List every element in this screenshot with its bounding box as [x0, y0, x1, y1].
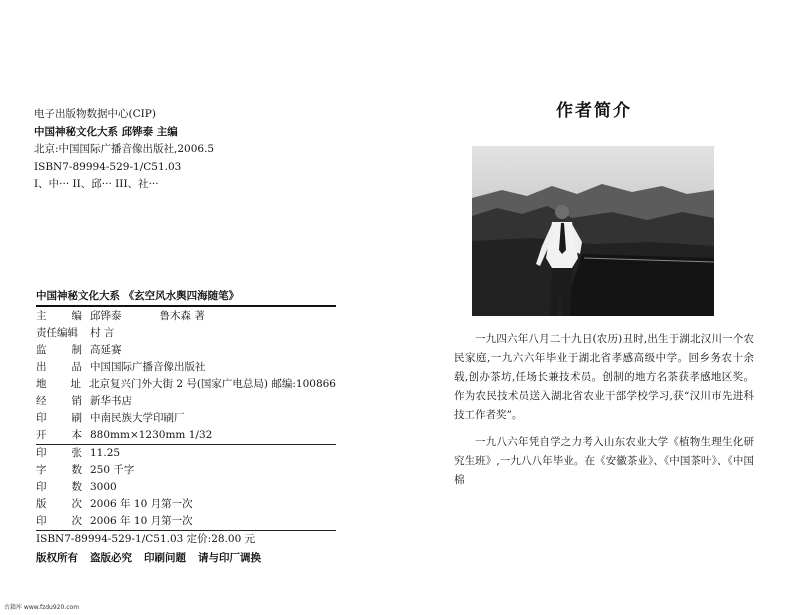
info-label: [36, 479, 90, 496]
info-value: [90, 325, 336, 342]
bio-paragraph: 一九四六年八月二十九日(农历)丑时,出生于湖北汉川一个农民家庭,一九六六年毕业于湖北省孝感高级中学。回乡务农十余载,创办茶坊,任场长兼技术员。创制的地方名茶获孝感地区奖。作为农民技术员送入湖北省农业干部学校学习,获“汉川市先进科技工作者奖”。: [454, 333, 754, 421]
info-label: [36, 308, 90, 325]
info-label-char: 经: [36, 395, 47, 407]
info-row: [36, 359, 336, 376]
right-page: [396, 0, 793, 615]
info-label: [36, 410, 90, 427]
info-label: [36, 496, 90, 513]
info-label-char: 字: [36, 464, 47, 476]
info-label-char: 品: [71, 361, 82, 373]
rights-item: 盗版必究: [90, 552, 132, 564]
rights-notice: [36, 548, 336, 568]
info-extra-text: 鲁木森 著: [159, 310, 205, 322]
info-label-char: 地: [36, 378, 47, 390]
copyright-info-block: [36, 288, 336, 568]
info-row: [36, 308, 336, 325]
info-label-char: 数: [71, 481, 82, 493]
info-value-text: 高延赛: [90, 344, 122, 356]
info-label-char: 数: [71, 464, 82, 476]
page-title: 作者简介: [556, 101, 632, 121]
info-label-char: 监: [36, 344, 47, 356]
info-label-char: 印: [36, 481, 47, 493]
info-value-text: 北京复兴门外大街 2 号(国家广电总局) 邮编:100866: [88, 378, 336, 390]
info-label-char: 印: [36, 447, 47, 459]
info-value: [90, 359, 336, 376]
info-value: [90, 496, 336, 513]
author-bio: [454, 330, 754, 498]
cip-series-line: 中国神秘文化大系 邱铧泰 主编: [34, 125, 178, 138]
info-label-char: 张: [71, 447, 82, 459]
info-row: [36, 325, 336, 342]
info-label: [36, 393, 90, 410]
info-label-char: 次: [71, 498, 82, 510]
info-value-text: 11.25: [90, 447, 121, 459]
info-value: [90, 479, 336, 496]
info-label-char: 印: [36, 412, 47, 424]
book-title: 中国神秘文化大系 《玄空风水舆四海随笔》: [36, 290, 240, 302]
cip-line: I、中··· II、邱··· III、社···: [34, 178, 159, 190]
info-label: [36, 342, 90, 359]
info-row: [36, 445, 336, 462]
info-label-char: 编: [71, 310, 82, 322]
info-value: [90, 342, 336, 359]
isbn-price: ISBN7-89994-529-1/C51.03 定价:28.00 元: [36, 533, 256, 545]
info-row: [36, 513, 336, 530]
info-label: [36, 427, 90, 444]
info-value: [90, 462, 336, 479]
info-row: [36, 427, 336, 444]
info-value-text: 村 言: [90, 327, 115, 339]
left-page: [0, 0, 396, 615]
info-row: [36, 462, 336, 479]
rights-item: 印刷问题: [144, 552, 186, 564]
cip-block: [34, 106, 214, 194]
cip-line: 北京:中国国际广播音像出版社,2006.5: [34, 143, 215, 155]
info-label: [36, 359, 90, 376]
info-value-text: 250 千字: [90, 464, 135, 476]
info-rows: [36, 308, 336, 530]
info-value-text: 邱铧泰: [90, 310, 122, 322]
info-label: [36, 445, 90, 462]
info-value: [90, 427, 336, 444]
info-value-text: 中南民族大学印刷厂: [90, 412, 185, 424]
rights-item: 版权所有: [36, 552, 78, 564]
info-label-char: 刷: [71, 412, 82, 424]
info-value: [90, 410, 336, 427]
info-value-text: 2006 年 10 月第一次: [90, 515, 193, 527]
info-label-char: 址: [70, 378, 81, 390]
rights-item: 请与印厂调换: [198, 552, 261, 564]
info-label-char: 主: [36, 310, 47, 322]
info-label: [36, 513, 90, 530]
info-label-char: 开: [36, 429, 47, 441]
divider: [36, 305, 336, 307]
info-label-char: 次: [71, 515, 82, 527]
info-value-text: 880mm×1230mm 1/32: [90, 429, 213, 441]
cip-line: ISBN7-89994-529-1/C51.03: [34, 160, 182, 173]
info-label-char: 印: [36, 515, 47, 527]
author-photo: [472, 146, 714, 316]
info-label: [36, 325, 90, 342]
bio-paragraph: 一九八六年凭自学之力考入山东农业大学《植物生理生化研究生班》,一九八八年毕业。在《安徽茶业》、《中国茶叶》、《中国棉: [454, 436, 754, 486]
info-label-char: 制: [71, 344, 82, 356]
info-label-char: 销: [71, 395, 82, 407]
info-value: [90, 513, 336, 530]
info-label-char: 责任编辑: [36, 327, 78, 339]
info-label: [36, 376, 89, 393]
info-value-text: 2006 年 10 月第一次: [90, 498, 193, 510]
info-value: [90, 393, 336, 410]
info-label-char: 本: [71, 429, 82, 441]
info-value: [90, 445, 336, 462]
info-label: [36, 462, 90, 479]
info-row: [36, 496, 336, 513]
info-row: [36, 410, 336, 427]
info-value: [90, 308, 336, 325]
cip-line: 电子出版物数据中心(CIP): [34, 108, 156, 120]
info-value-text: 中国国际广播音像出版社: [90, 361, 206, 373]
author-photo-image: [472, 146, 714, 316]
info-row: [36, 376, 336, 393]
info-value: [89, 376, 336, 393]
info-row: [36, 479, 336, 496]
info-label-char: 出: [36, 361, 47, 373]
watermark-footer: 古籍库 www.fzdu920.com: [4, 604, 80, 611]
info-label-char: 版: [36, 498, 47, 510]
info-value-text: 3000: [90, 481, 117, 493]
info-value-text: 新华书店: [90, 395, 132, 407]
info-row: [36, 393, 336, 410]
info-row: [36, 342, 336, 359]
